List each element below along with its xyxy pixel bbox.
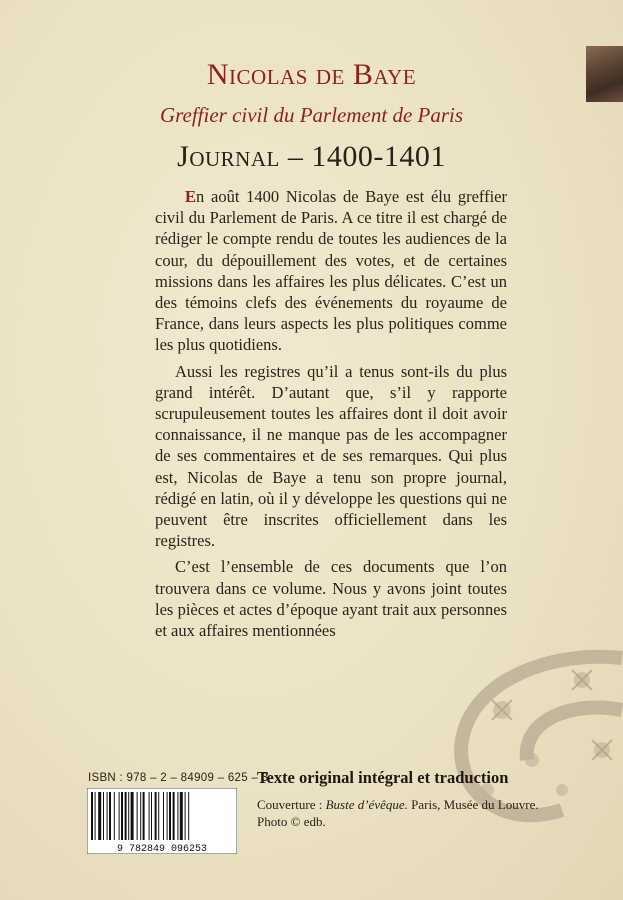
blurb-paragraph-3: C’est l’ensemble de ces documents que l’on trouvera dans ce volume. Nous y avons joint toutes les pièces et actes d’époque ayant trait aux personnes et aux affaires mentionnées [155, 557, 507, 641]
barcode-bar [149, 792, 150, 840]
barcode-bar [119, 792, 120, 840]
credit-work: Buste d’évêque. [325, 797, 408, 812]
barcode-bar [158, 792, 159, 840]
barcode-bar [114, 792, 115, 840]
barcode-bar [109, 792, 111, 840]
barcode-bar [151, 792, 152, 840]
barcode-bar [169, 792, 171, 840]
barcode-bar [107, 792, 108, 840]
barcode-bar [188, 792, 189, 840]
barcode-bar [91, 792, 93, 840]
barcode-bar [125, 792, 127, 840]
barcode-bar [180, 792, 183, 840]
edition-mention: Texte original intégral et traduction [257, 768, 509, 787]
barcode-bar [95, 792, 96, 840]
barcode-bar [173, 792, 175, 840]
barcode-bar [128, 792, 129, 840]
blurb-paragraph-2: Aussi les registres qu’il a tenus sont-ils du plus grand intérêt. D’autant que, s’il y rapporte scrupuleusement toutes les affaires dont il doit avoir connaissance, il ne manque pas de les accompagner de ses commentaires et de ses remarques. Qui plus est, Nicolas de Baye a tenu son propre journal, rédigé en latin, où il y développe les questions qui ne peuvent être inscrites officiellement dans les registres. [155, 361, 507, 551]
cover-credit [257, 796, 587, 830]
blurb-paragraph-1 [155, 186, 507, 356]
barcode-bar [98, 792, 101, 840]
isbn: ISBN : 978 – 2 – 84909 – 625 – 3 [88, 772, 269, 784]
barcode-bar [140, 792, 141, 840]
barcode-bar [143, 792, 145, 840]
credit-photo: Photo © edb. [257, 814, 326, 829]
barcode-bar [137, 792, 138, 840]
blurb [155, 186, 507, 646]
barcode-bar [167, 792, 168, 840]
barcode-bar [103, 792, 104, 840]
barcode-bar [121, 792, 123, 840]
barcode-bar [163, 792, 164, 840]
barcode-bar [177, 792, 178, 840]
barcode-number: 9 782849 096253 [116, 844, 208, 854]
paragraph-1-text: n août 1400 Nicolas de Baye est élu greffier civil du Parlement de Paris. A ce titre il est chargé de rédiger le compte rendu de toutes les audiences de la cour, du dépouillement des votes, et de certaines missions dans les affaires les plus délicates. C’est un des témoins clefs des événements du royaume de France, dans leurs aspects les plus politiques comme les plus quotidiens. [155, 187, 507, 355]
barcode [87, 788, 237, 854]
barcode-bar [155, 792, 157, 840]
credit-place: Paris, Musée du Louvre. [407, 797, 539, 812]
credit-prefix: Couverture : [257, 797, 326, 812]
author-subtitle: Greffier civil du Parlement de Paris [159, 103, 464, 127]
barcode-bar [185, 792, 186, 840]
barcode-bar [131, 792, 134, 840]
drop-cap: E [185, 187, 197, 206]
author-name: Nicolas de Baye [206, 58, 417, 91]
book-title: Journal – 1400-1401 [177, 140, 446, 173]
